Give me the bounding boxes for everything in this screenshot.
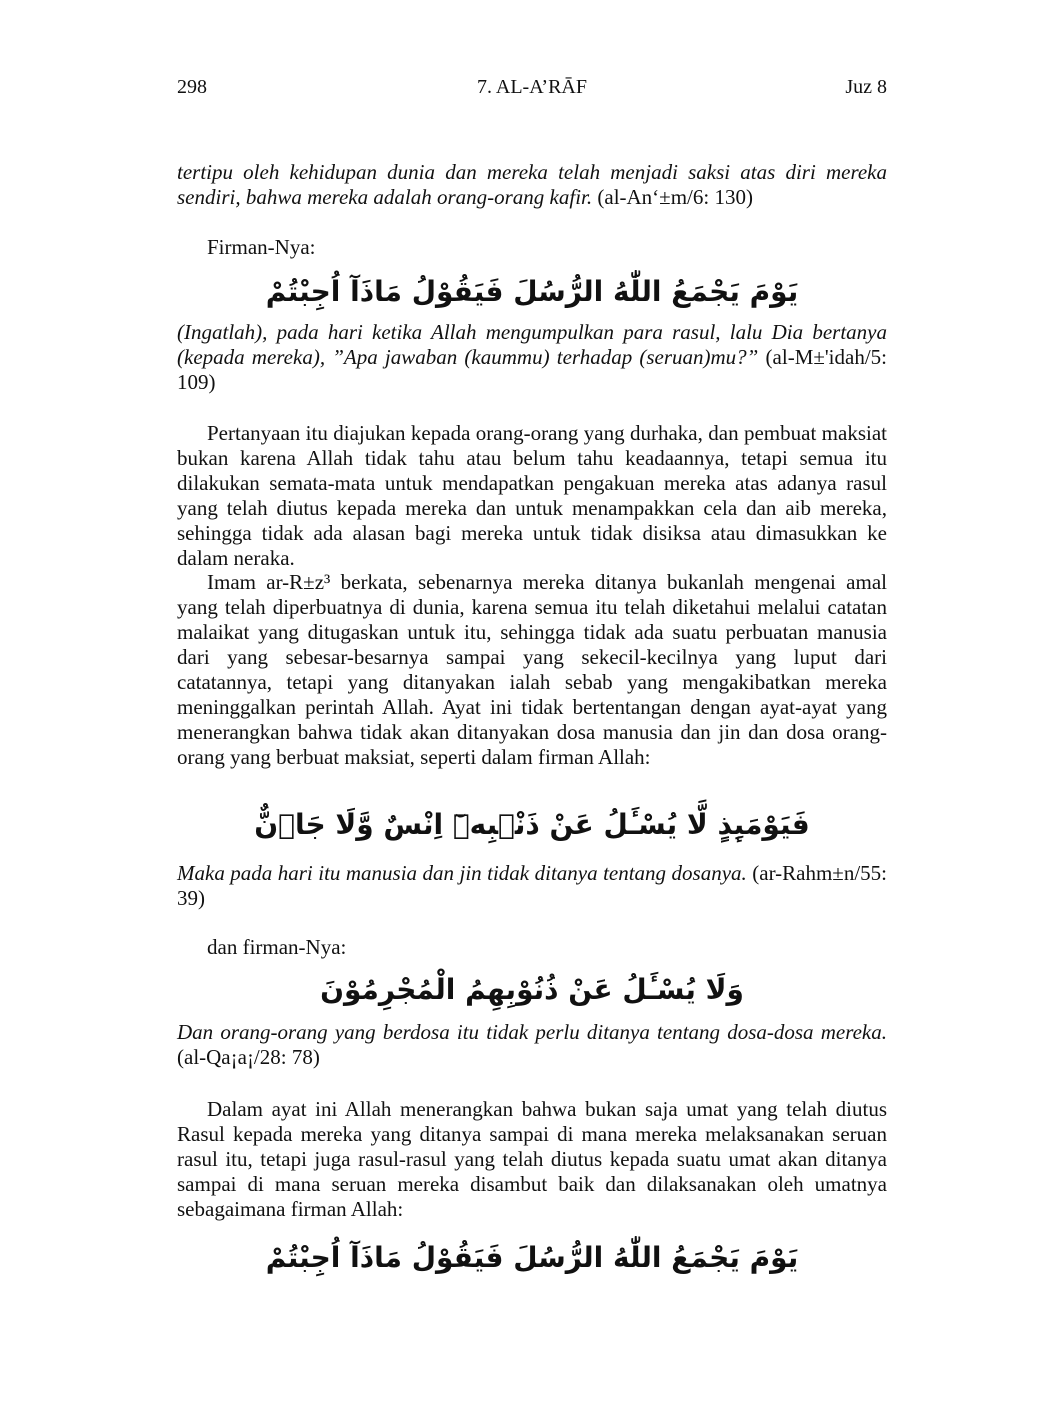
paragraph-3 [177,1097,887,1222]
quote-text: Maka pada hari itu manusia dan jin tidak ditanya tentang dosanya. [177,861,747,885]
quote-translation-3 [177,861,887,911]
paragraph-text: Pertanyaan itu diajukan kepada orang-orang yang durhaka, dan pembuat maksiat bukan karena Allah tidak tahu atau belum tahu keadaannya, tetapi semua itu dilakukan semata-mata untuk mendapatkan pengakuan mereka atas adanya rasul yang telah diutus kepada mereka dan untuk menampakkan cela dan aib mereka, sehingga tidak ada alasan bagi mereka untuk tidak disiksa atau dimasukkan ke dalam neraka. [177,421,887,570]
paragraph-text: Dalam ayat ini Allah menerangkan bahwa bukan saja umat yang telah diutus Rasul kepada mereka yang ditanya sampai di mana mereka melaksanakan seruan rasul itu, tetapi juga rasul-rasul yang telah diutus kepada suatu umat akan ditanya sampai di mana seruan mereka disambut baik dan dilaksanakan oleh umatnya sebagaimana firman Allah: [177,1097,887,1221]
quote-translation-1 [177,160,887,210]
quote-reference: (al-Qa¡a¡/28: 78) [177,1045,320,1069]
firman-intro-2 [177,935,887,960]
chapter-title: 7. AL-A’RĀF [476,76,587,98]
quote-text: Dan orang-orang yang berdosa itu tidak perlu ditanya tentang dosa-dosa mereka. [177,1020,887,1044]
paragraph-text: Imam ar-R±z³ berkata, sebenarnya mereka ditanya bukanlah mengenai amal yang telah diperbuatnya di dunia, karena semua itu telah diketahui melalui catatan malaikat yang ditugaskan untuk itu, sehingga tidak ada suatu perbuatan manusia dari yang sebesar-besarnya sampai yang sekecil-kecilnya yang luput dari catatannya, tetapi yang ditanyakan ialah sebab yang mengakibatkan mereka meninggalkan perintah Allah. Ayat ini tidak bertentangan dengan ayat-ayat yang menerangkan bahwa tidak akan ditanyakan dosa manusia dan jin dan dosa orang-orang yang berbuat maksiat, seperti dalam firman Allah: [177,570,887,769]
arabic-verse-1: يَوْمَ يَجْمَعُ اللّٰهُ الرُّسُلَ فَيَقُوْلُ مَاذَآ اُجِبْتُمْ [265,275,799,308]
paragraph-2 [177,570,887,770]
quote-text: (Ingatlah), pada hari ketika Allah mengumpulkan para rasul, lalu Dia bertanya (kepada mereka), ”Apa jawaban (kaummu) terhadap (seruan)mu?” [177,320,887,369]
quote-translation-2 [177,320,887,395]
quote-reference: (al-M±'idah/5: 109) [177,345,887,394]
arabic-verse-4: يَوْمَ يَجْمَعُ اللّٰهُ الرُّسُلَ فَيَقُوْلُ مَاذَآ اُجِبْتُمْ [265,1241,799,1274]
quote-reference: (al-An‘±m/6: 130) [592,185,753,209]
page-header [177,76,887,104]
paragraph-1 [177,421,887,571]
arabic-verse-3: وَلَا يُسْـَٔلُ عَنْ ذُنُوْبِهِمُ الْمُجْرِمُوْنَ [320,973,744,1006]
arabic-verse-2: فَيَوْمَىِٕذٍ لَّا يُسْـَٔلُ عَنْ ذَنْۢبِهٖٓ اِنْسٌ وَّلَا جَاۤنٌّ [254,808,810,841]
quote-translation-4 [177,1020,887,1070]
quote-text: tertipu oleh kehidupan dunia dan mereka telah menjadi saksi atas diri mereka sendiri, bahwa mereka adalah orang-orang kafir. [177,160,887,209]
intro-text: dan firman-Nya: [207,935,347,959]
juz-label: Juz 8 [845,76,887,98]
intro-text: Firman-Nya: [207,235,316,259]
firman-intro-1 [177,235,887,260]
page-number: 298 [177,76,207,98]
quote-reference: (ar-Rahm±n/55: 39) [177,861,887,910]
